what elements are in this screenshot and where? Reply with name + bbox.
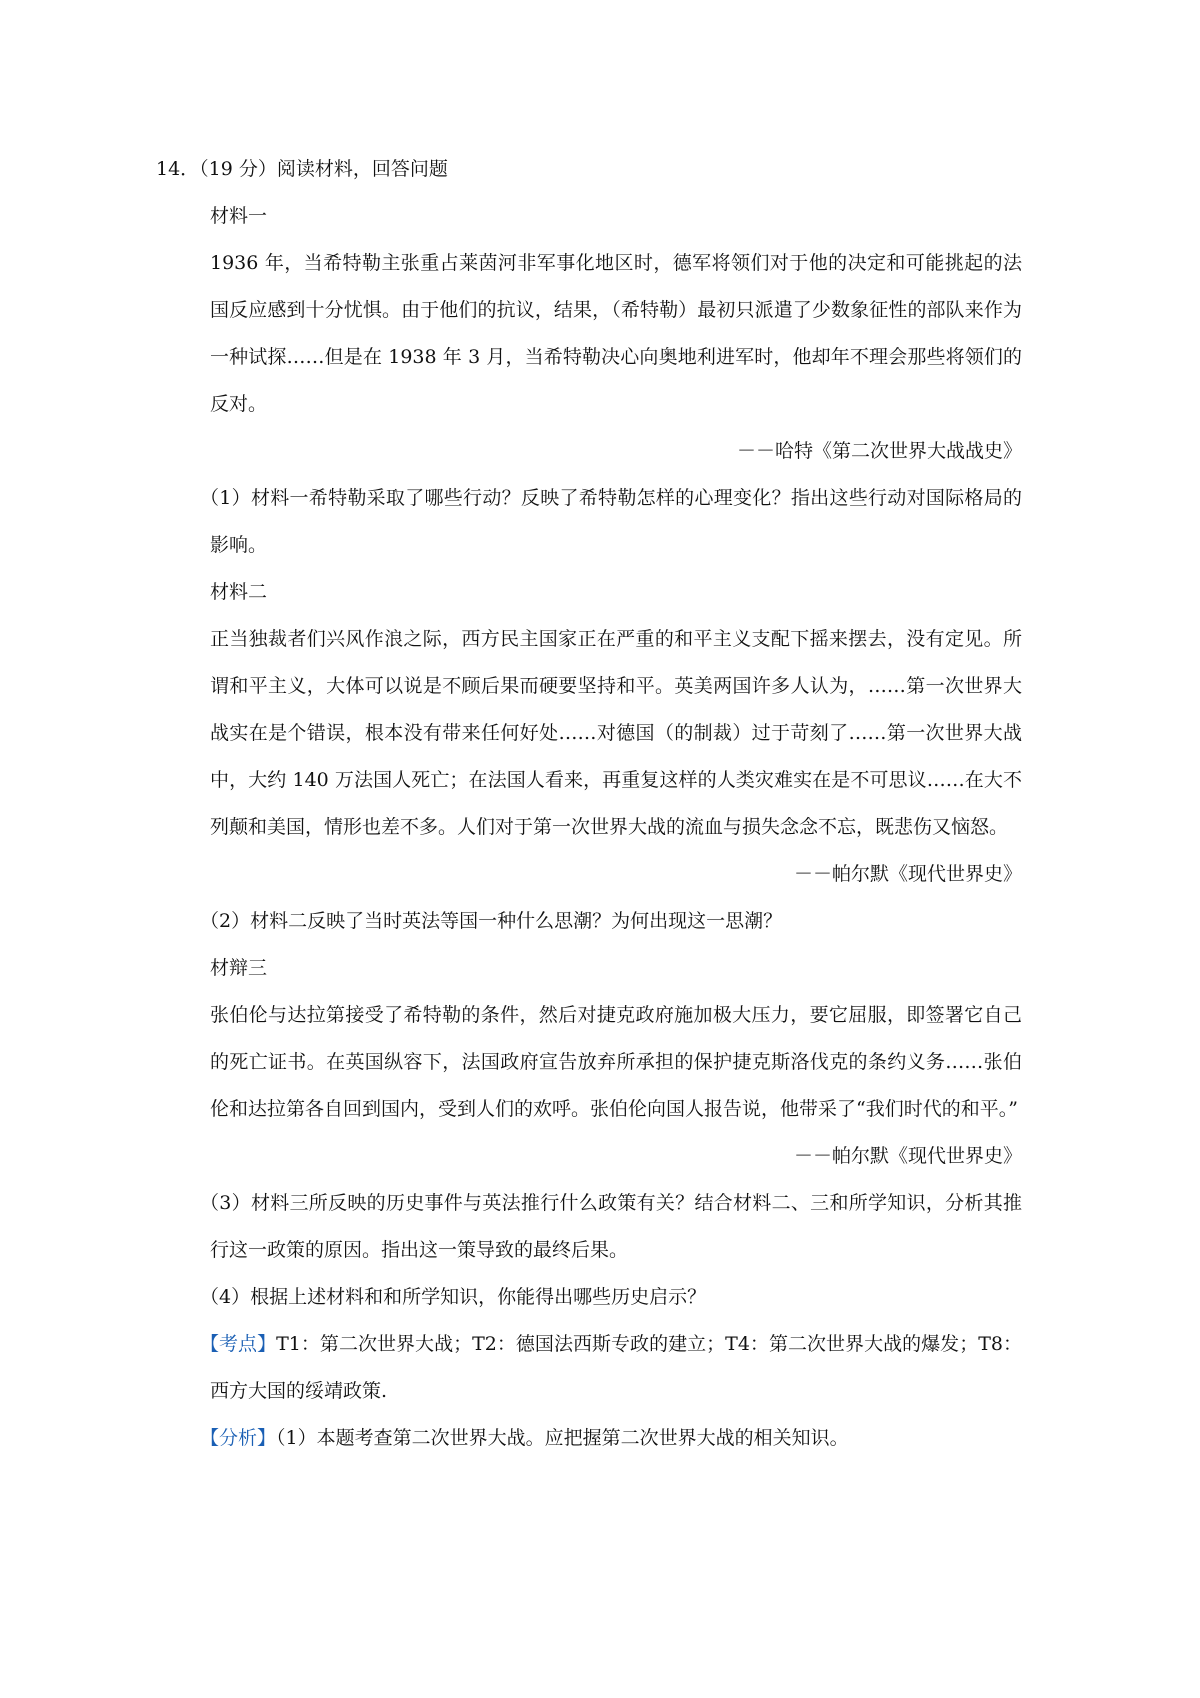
material-3-source: －－帕尔默《现代世界史》 — [793, 1145, 1022, 1167]
material-1-title: 材料一 — [210, 205, 268, 227]
material-1-text: 1936 年，当希特勒主张重占莱茵河非军事化地区时，德军将领们对于他的决定和可能挑起的法国反应感到十分忧惧。由于他们的抗议，结果，（希特勒）最初只派遣了少数象征性的部队来作为一种试探……但是在 1938 年 3 月，当希特勒决心向奥地利进军时，他却年不理会那些将领们的反对。 — [210, 252, 1022, 415]
subquestion-1: （1）材料一希特勒采取了哪些行动？反映了希特勒怎样的心理变化？指出这些行动对国际格局的影响。 — [200, 487, 1022, 556]
question-header: 14．（19 分）阅读材料，回答问题 — [156, 158, 448, 180]
fenxi-tag: 【分析】 — [200, 1427, 277, 1449]
subquestion-4: （4）根据上述材料和和所学知识，你能得出哪些历史启示？ — [200, 1286, 707, 1308]
kaodian-tag: 【考点】 — [200, 1333, 277, 1355]
fenxi-text: （1）本题考查第二次世界大战。应把握第二次世界大战的相关知识。 — [276, 1427, 849, 1449]
material-3-text: 张伯伦与达拉第接受了希特勒的条件，然后对捷克政府施加极大压力，要它屈服，即签署它自己的死亡证书。在英国纵容下，法国政府宣告放弃所承担的保护捷克斯洛伐克的条约义务……张伯伦和达拉第各自回到国内，受到人们的欢呼。张伯伦向国人报告说，他带采了“我们时代的和平。” — [210, 1004, 1022, 1120]
kaodian-text: T1：第二次世界大战；T2：德国法西斯专政的建立；T4：第二次世界大战的爆发；T8：西方大国的绥靖政策. — [210, 1333, 1022, 1402]
subquestion-3: （3）材料三所反映的历史事件与英法推行什么政策有关？结合材料二、三和所学知识，分析其推行这一政策的原因。指出这一策导致的最终后果。 — [200, 1192, 1022, 1261]
material-3-title: 材辩三 — [210, 957, 268, 979]
kaodian-section — [200, 1321, 1022, 1415]
material-2-text: 正当独裁者们兴风作浪之际，西方民主国家正在严重的和平主义支配下摇来摆去，没有定见。所谓和平主义，大体可以说是不顾后果而硬要坚持和平。英美两国许多人认为，……第一次世界大战实在是个错误，根本没有带来任何好处……对德国（的制裁）过于苛刻了……第一次世界大战中，大约 140 万法国人死亡；在法国人看来，再重复这样的人类灾难实在是不可思议……在大不列颠和美国，情形也差不多。人们对于第一次世界大战的流血与损失念念不忘，既悲伤又恼怒。 — [210, 628, 1022, 838]
material-2-title: 材料二 — [210, 581, 268, 603]
material-1-source: －－哈特《第二次世界大战战史》 — [736, 440, 1022, 462]
subquestion-2: （2）材料二反映了当时英法等国一种什么思潮？为何出现这一思潮？ — [200, 910, 783, 932]
material-2-source: －－帕尔默《现代世界史》 — [793, 863, 1022, 885]
fenxi-section — [200, 1415, 1022, 1462]
